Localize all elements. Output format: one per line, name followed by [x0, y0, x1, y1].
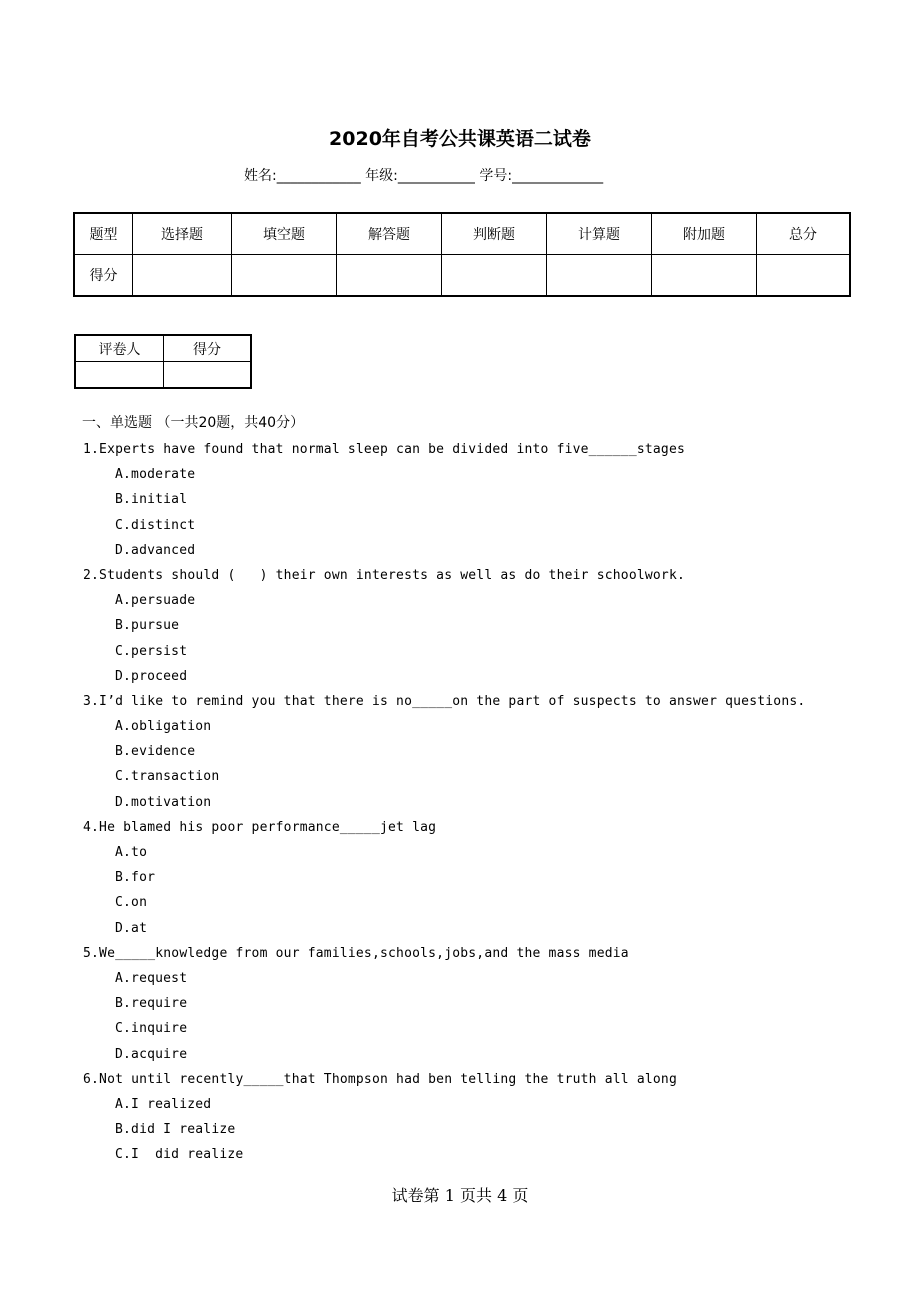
question-stem: 6.Not until recently_____that Thompson had ben telling the truth all along	[83, 1071, 677, 1087]
answer-option: A.request	[115, 970, 188, 986]
answer-option: C.inquire	[115, 1021, 188, 1037]
score-cell	[652, 255, 757, 297]
page-footer: 试卷第 1 页共 4 页	[391, 1186, 529, 1205]
section-heading: 一、单选题 （一共20题，共40分）	[82, 415, 305, 431]
id-blank: _____________	[512, 168, 604, 184]
score-header-cell: 附加题	[652, 213, 757, 255]
grader-cell	[164, 362, 252, 389]
score-header-cell: 计算题	[547, 213, 652, 255]
name-label: 姓名:	[244, 168, 277, 184]
grader-cell	[75, 362, 164, 389]
score-cell	[442, 255, 547, 297]
answer-option: D.acquire	[115, 1046, 188, 1062]
answer-option: C.on	[115, 895, 148, 911]
answer-option: A.obligation	[115, 719, 212, 735]
answer-option: D.proceed	[115, 668, 188, 684]
answer-option: D.motivation	[115, 794, 212, 810]
score-table-score-row	[74, 255, 850, 297]
score-cell	[133, 255, 232, 297]
grader-header-cell: 得分	[164, 335, 252, 362]
score-cell	[547, 255, 652, 297]
score-header-cell: 解答题	[337, 213, 442, 255]
answer-option: C.I did realize	[115, 1147, 244, 1163]
name-blank: ____________	[276, 168, 361, 184]
answer-option: A.persuade	[115, 593, 196, 609]
answer-option: D.advanced	[115, 542, 196, 558]
answer-option: A.to	[115, 845, 148, 860]
answer-option: A.I realized	[115, 1096, 212, 1112]
answer-option: B.for	[115, 870, 156, 886]
score-header-cell: 选择题	[133, 213, 232, 255]
score-cell	[232, 255, 337, 297]
answer-option: B.initial	[115, 492, 188, 508]
score-header-cell: 判断题	[442, 213, 547, 255]
grader-table	[74, 334, 252, 389]
grade-label: 年级:	[365, 168, 398, 184]
question-stem: 5.We_____knowledge from our families,schools,jobs,and the mass media	[83, 945, 629, 961]
answer-option: C.persist	[115, 643, 188, 659]
exam-title: 2020年自考公共课英语二试卷	[329, 128, 591, 150]
answer-option: C.transaction	[115, 769, 220, 785]
answer-option: C.distinct	[115, 517, 196, 533]
answer-option: B.pursue	[115, 618, 180, 634]
score-header-cell: 题型	[74, 213, 133, 255]
score-cell	[757, 255, 851, 297]
answer-option: B.require	[115, 996, 188, 1012]
score-table	[73, 212, 851, 297]
student-info	[244, 165, 603, 185]
question-list	[83, 437, 805, 1167]
id-label: 学号:	[479, 168, 513, 184]
score-cell	[337, 255, 442, 297]
question-stem: 3.I’d like to remind you that there is no_____on the part of suspects to answer questions.	[83, 693, 806, 709]
score-header-cell: 填空题	[232, 213, 337, 255]
question-stem: 4.He blamed his poor performance_____jet lag	[83, 819, 437, 835]
answer-option: D.at	[115, 920, 148, 936]
score-header-cell: 总分	[757, 213, 851, 255]
grader-header-cell: 评卷人	[75, 335, 164, 362]
score-table-header-row	[74, 213, 850, 255]
answer-option: B.did I realize	[115, 1122, 236, 1138]
answer-option: A.moderate	[115, 467, 196, 483]
question-stem: 2.Students should ( ) their own interests as well as do their schoolwork.	[83, 567, 685, 583]
answer-option: B.evidence	[115, 744, 196, 760]
score-row-label: 得分	[74, 255, 133, 297]
grader-header-row	[75, 335, 251, 362]
question-stem: 1.Experts have found that normal sleep can be divided into five______stages	[83, 442, 685, 457]
grader-blank-row	[75, 362, 251, 389]
grade-blank: ___________	[397, 168, 475, 184]
